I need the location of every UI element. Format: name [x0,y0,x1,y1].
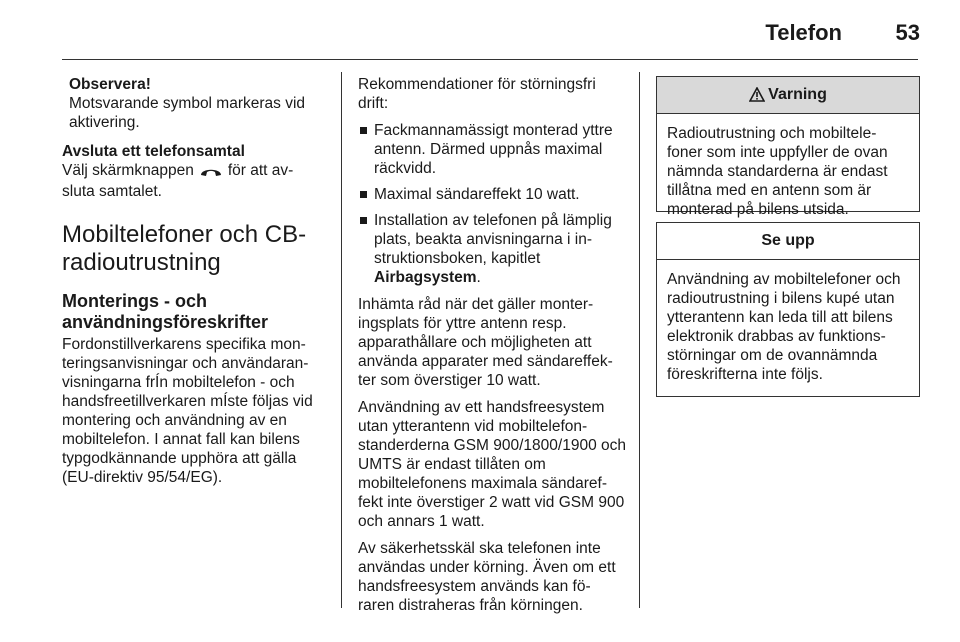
end-call-text-before: Välj skärmknappen [62,162,194,179]
airbag-reference: Airbagsystem [374,269,477,286]
list-item [358,211,628,287]
warning-triangle-icon [749,80,765,116]
page-title: Telefon [765,20,842,45]
list-item-text: Maximal sändareffekt 10 watt. [374,186,580,203]
list-item [358,121,628,178]
subsection-title: Monterings - och användningsföreskrifter [62,291,269,332]
warning-header [657,77,919,114]
bullet-square-icon [360,127,367,134]
end-call-text-after: för att av- sluta samtalet. [62,162,294,200]
note-text: Motsvarande symbol markeras vid aktivering. [69,95,306,131]
column-1 [62,75,330,495]
list-item-text: Fackmannamässigt monterad yttre antenn. Därmed uppnås maximal räckvidd. [374,122,613,177]
paragraph-safety: Av säkerhetsskäl ska telefonen inte användas under körning. Även om ett handsfreesystem används kan fö- raren distraheras från körningen. [358,540,616,614]
recommendations-intro: Rekommendationer för störningsfri drift: [358,76,596,112]
warning-text: Radioutrustning och mobiltele- foner som inte uppfyller de ovan nämnda standarderna är endast tillåtna med en antenn som är monterad på bilens utsida. [667,125,888,218]
bullet-square-icon [360,217,367,224]
list-item-end: . [476,269,481,286]
section-title: Mobiltelefoner och CB-radioutrustning [62,221,307,276]
page-header [0,0,960,62]
caution-header: Se upp [657,223,919,260]
end-call-heading: Avsluta ett telefonsamtal [62,143,245,160]
column-divider-1 [341,72,342,608]
note-title: Observera! [69,76,151,93]
installation-body: Fordonstillverkarens specifika mon- teringsanvisningar och användaran- visningarna frÍn mobiltelefon - och handsfreetillverkaren mÍste följas vid montering och användning av en mobiltelefon. I annat fall kan bilens typgodkännande upphöra att gälla (EU-direktiv 95/54/EG). [62,336,313,486]
column-3 [656,76,920,407]
hang-up-icon [200,163,222,182]
list-item-text: Installation av telefonen på lämplig plats, beakta anvisningarna i in- struktionsboken, kapitlet [374,212,612,267]
column-divider-2 [639,72,640,608]
end-call-text [62,161,330,201]
header-divider [62,59,918,60]
warning-title: Varning [768,86,827,103]
recommendation-list [358,121,628,287]
warning-box [656,76,920,218]
caution-text: Användning av mobiltelefoner och radioutrustning i bilens kupé utan ytterantenn kan leda till att bilens elektronik drabbas av funktions- störningar om de ovannämnda föreskrifterna inte följs. [667,271,901,383]
page-number: 53 [895,20,920,45]
caution-box [656,222,920,397]
list-item [358,185,628,204]
note-block [62,75,330,132]
bullet-square-icon [360,191,367,198]
paragraph-antenna: Inhämta råd när det gäller monter- ingsplats för yttre antenn resp. apparathållare och möjligheten att använda apparater med sändareffek- ter som överstiger 10 watt. [358,296,613,389]
paragraph-handsfree: Användning av ett handsfreesystem utan ytterantenn vid mobiltelefon- standerderna GSM 900/1800/1900 och UMTS är endast tillåten om mobiltelefonens maximala sändaref- fekt inte överstiger 2 watt vid GSM 900 och annars 1 watt. [358,399,626,530]
column-2 [358,75,628,623]
